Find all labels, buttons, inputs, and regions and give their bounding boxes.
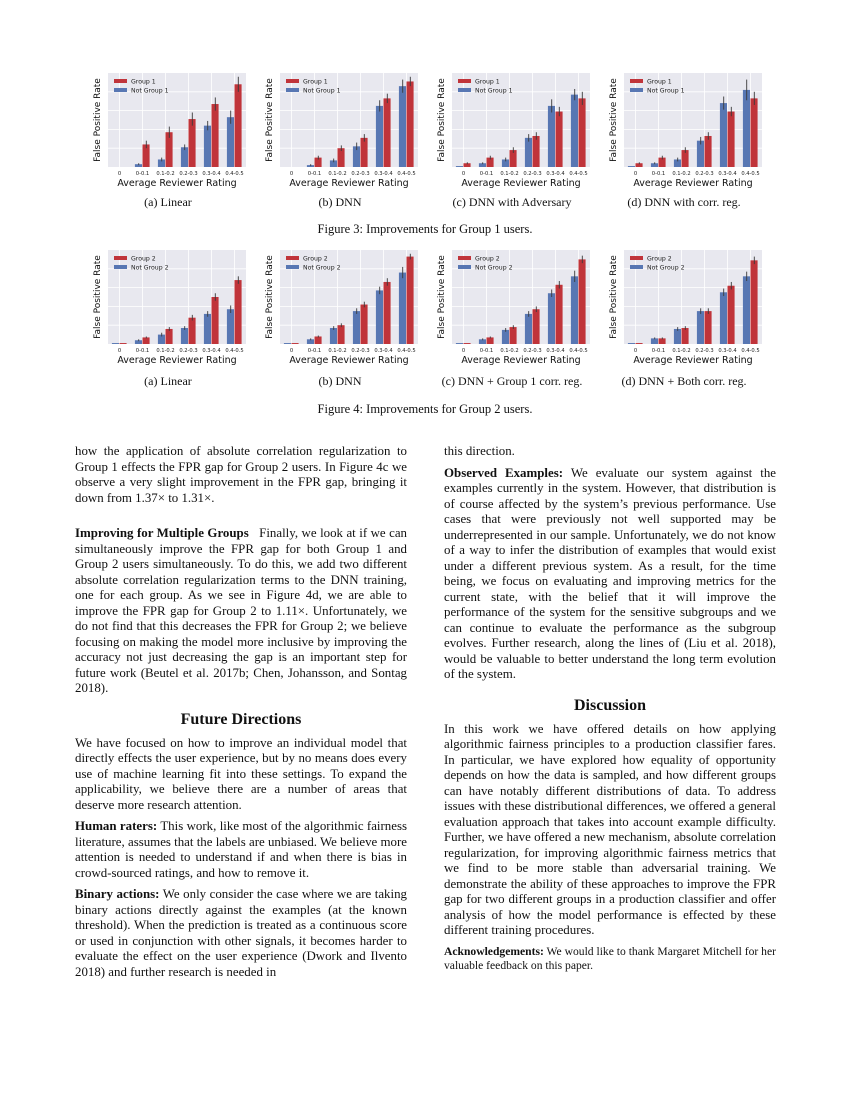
legend-label: Group 2 bbox=[303, 255, 328, 263]
bar-not-group bbox=[548, 293, 555, 344]
bar-not-group bbox=[204, 314, 211, 344]
y-axis-label: False Positive Rate bbox=[609, 255, 619, 339]
human-raters-text: This work, like most of the algorithmic fairness literature, assumes that the labels are unbiased. We believe more attention is needed to understand if and when there is bias in crowd-sourced ratings, and how to remove it. bbox=[75, 819, 408, 880]
bar-group bbox=[212, 297, 219, 344]
bar-group bbox=[315, 336, 322, 344]
x-tick-label: 0 bbox=[633, 171, 638, 177]
x-tick-label: 0.2-0.3 bbox=[351, 171, 370, 177]
x-tick-label: 0-0.1 bbox=[479, 171, 494, 177]
x-axis-label: Average Reviewer Rating bbox=[117, 355, 237, 366]
legend-label: Not Group 1 bbox=[475, 87, 513, 95]
bar-not-group bbox=[720, 292, 727, 344]
x-tick-label: 0.1-0.2 bbox=[672, 348, 691, 354]
x-tick-label: 0-0.1 bbox=[651, 171, 666, 177]
legend-label: Not Group 2 bbox=[303, 264, 341, 272]
bar-not-group bbox=[376, 106, 383, 167]
x-tick-label: 0.2-0.3 bbox=[351, 348, 370, 354]
chart-svg bbox=[80, 68, 252, 198]
x-tick-label: 0 bbox=[461, 348, 466, 354]
bar-group bbox=[533, 309, 540, 344]
figure-3 bbox=[80, 68, 780, 198]
bar-not-group bbox=[227, 309, 234, 344]
legend-swatch bbox=[286, 79, 299, 83]
bar-not-group bbox=[628, 343, 635, 344]
plot-background bbox=[624, 73, 762, 167]
bar-not-group bbox=[284, 343, 291, 344]
bar-not-group bbox=[456, 166, 463, 167]
x-tick-label: 0.1-0.2 bbox=[156, 171, 175, 177]
bar-group bbox=[384, 98, 391, 167]
legend-label: Group 1 bbox=[131, 78, 156, 86]
chart-svg bbox=[596, 68, 768, 198]
plot-background bbox=[452, 73, 590, 167]
chart-fig4a bbox=[80, 245, 252, 375]
human-raters-heading: Human raters: bbox=[75, 819, 158, 833]
bar-group bbox=[212, 104, 219, 167]
x-tick-label: 0.3-0.4 bbox=[202, 348, 221, 354]
bar-not-group bbox=[204, 126, 211, 167]
legend-swatch bbox=[458, 256, 471, 260]
x-tick-label: 0.1-0.2 bbox=[500, 171, 519, 177]
bar-group bbox=[533, 136, 540, 167]
legend-swatch bbox=[630, 79, 643, 83]
binary-actions-text: We only consider the case where we are taking binary actions directly against the examples (at the known threshold). When the prediction is treated as a continuous score or used in conjunction with other signals, it becomes harder to evaluate the effect on the user experience (Dwork and Ilvento 2018) and further research is needed in bbox=[75, 887, 407, 979]
x-tick-label: 0.3-0.4 bbox=[202, 171, 221, 177]
bar-group bbox=[292, 343, 299, 344]
x-tick-label: 0.4-0.5 bbox=[397, 348, 416, 354]
x-tick-label: 0 bbox=[117, 348, 122, 354]
subcaption-fig3b: (b) DNN bbox=[318, 195, 362, 209]
x-tick-label: 0 bbox=[117, 171, 122, 177]
binary-actions-paragraph bbox=[75, 887, 407, 980]
x-tick-label: 0.1-0.2 bbox=[500, 348, 519, 354]
legend-label: Not Group 2 bbox=[131, 264, 169, 272]
bar-group bbox=[235, 280, 242, 344]
x-axis-label: Average Reviewer Rating bbox=[461, 178, 581, 189]
chart-svg bbox=[596, 245, 768, 375]
y-axis-label: False Positive Rate bbox=[265, 78, 275, 162]
bar-not-group bbox=[571, 95, 578, 167]
legend-swatch bbox=[114, 79, 127, 83]
y-axis-label: False Positive Rate bbox=[609, 78, 619, 162]
x-axis-label: Average Reviewer Rating bbox=[289, 178, 409, 189]
x-tick-label: 0-0.1 bbox=[135, 171, 150, 177]
subcaption-fig4d: (d) DNN + Both corr. reg. bbox=[621, 374, 747, 388]
x-tick-label: 0 bbox=[461, 171, 466, 177]
legend-label: Group 2 bbox=[647, 255, 672, 263]
x-tick-label: 0.2-0.3 bbox=[695, 348, 714, 354]
legend-swatch bbox=[630, 88, 643, 92]
bar-group bbox=[189, 119, 196, 167]
bar-group bbox=[407, 257, 414, 344]
right-column bbox=[444, 444, 776, 980]
x-tick-label: 0.2-0.3 bbox=[179, 348, 198, 354]
plot-background bbox=[280, 250, 418, 344]
bar-not-group bbox=[743, 90, 750, 167]
bar-group bbox=[384, 282, 391, 344]
bar-group bbox=[361, 138, 368, 167]
legend-label: Group 2 bbox=[131, 255, 156, 263]
legend-swatch bbox=[630, 256, 643, 260]
bar-not-group bbox=[697, 311, 704, 344]
x-axis-label: Average Reviewer Rating bbox=[461, 355, 581, 366]
discussion-heading: Discussion bbox=[573, 696, 647, 714]
x-tick-label: 0.4-0.5 bbox=[225, 171, 244, 177]
left-column bbox=[75, 444, 407, 986]
legend-swatch bbox=[458, 79, 471, 83]
x-axis-label: Average Reviewer Rating bbox=[289, 355, 409, 366]
subcaption-fig4c: (c) DNN + Group 1 corr. reg. bbox=[441, 374, 583, 388]
x-tick-label: 0.4-0.5 bbox=[225, 348, 244, 354]
plot-background bbox=[108, 73, 246, 167]
x-tick-label: 0.1-0.2 bbox=[156, 348, 175, 354]
x-tick-label: 0.3-0.4 bbox=[718, 171, 737, 177]
legend-label: Group 1 bbox=[303, 78, 328, 86]
figure-4 bbox=[80, 245, 780, 375]
chart-svg bbox=[252, 245, 424, 375]
x-tick-label: 0.3-0.4 bbox=[546, 171, 565, 177]
bar-not-group bbox=[525, 138, 532, 167]
bar-group bbox=[579, 259, 586, 344]
binary-actions-heading: Binary actions: bbox=[75, 887, 160, 901]
x-tick-label: 0.1-0.2 bbox=[672, 171, 691, 177]
legend-label: Group 1 bbox=[475, 78, 500, 86]
subcaption-fig4b: (b) DNN bbox=[318, 374, 362, 388]
x-tick-label: 0.4-0.5 bbox=[397, 171, 416, 177]
legend-label: Not Group 1 bbox=[647, 87, 685, 95]
legend-swatch bbox=[286, 88, 299, 92]
improving-paragraph bbox=[75, 526, 407, 697]
future-directions-heading: Future Directions bbox=[180, 710, 302, 728]
x-tick-label: 0.3-0.4 bbox=[718, 348, 737, 354]
legend-label: Not Group 2 bbox=[475, 264, 513, 272]
x-axis-label: Average Reviewer Rating bbox=[117, 178, 237, 189]
bar-group bbox=[510, 327, 517, 344]
improving-text: Finally, we look at if we can simultaneously improve the FPR gap for both Group 1 and Group 2 users simultaneously. To do this, we add two different absolute correlation regularization terms to the DNN training, one for each group. As we see in Figure 4d, we are able to improve the FPR gap for Group 2 to 1.11×. Unfortunately, we do not find that this decreases the FPR for Group 2; we believe focusing on making the model more inclusive by improving the accuracy not just decreasing the gap is an important step for future work (Beutel et al. 2017b; Chen, Johansson, and Sontag 2018). bbox=[75, 526, 407, 695]
legend-swatch bbox=[286, 256, 299, 260]
bar-not-group bbox=[330, 328, 337, 344]
x-tick-label: 0.3-0.4 bbox=[374, 171, 393, 177]
legend-label: Group 2 bbox=[475, 255, 500, 263]
x-tick-label: 0-0.1 bbox=[479, 348, 494, 354]
bar-group bbox=[464, 343, 471, 344]
legend-label: Not Group 1 bbox=[131, 87, 169, 95]
y-axis-label: False Positive Rate bbox=[437, 255, 447, 339]
observed-heading: Observed Examples: bbox=[444, 465, 564, 480]
bar-group bbox=[705, 136, 712, 167]
x-axis-label: Average Reviewer Rating bbox=[633, 178, 753, 189]
x-tick-label: 0 bbox=[289, 348, 294, 354]
legend-swatch bbox=[114, 88, 127, 92]
bar-group bbox=[120, 343, 127, 344]
x-tick-label: 0 bbox=[633, 348, 638, 354]
plot-background bbox=[108, 250, 246, 344]
y-axis-label: False Positive Rate bbox=[93, 78, 103, 162]
x-tick-label: 0.1-0.2 bbox=[328, 171, 347, 177]
bar-not-group bbox=[525, 314, 532, 344]
x-tick-label: 0.2-0.3 bbox=[695, 171, 714, 177]
x-tick-label: 0.2-0.3 bbox=[523, 171, 542, 177]
bar-not-group bbox=[399, 86, 406, 167]
chart-svg bbox=[252, 68, 424, 198]
bar-group bbox=[556, 112, 563, 167]
bar-group bbox=[487, 337, 494, 344]
chart-svg bbox=[424, 245, 596, 375]
chart-fig3a bbox=[80, 68, 252, 198]
chart-fig4c bbox=[424, 245, 596, 375]
x-tick-label: 0.2-0.3 bbox=[179, 171, 198, 177]
x-tick-label: 0-0.1 bbox=[307, 348, 322, 354]
bar-group bbox=[189, 318, 196, 344]
x-tick-label: 0.4-0.5 bbox=[569, 348, 588, 354]
plot-background bbox=[452, 250, 590, 344]
human-raters-paragraph bbox=[75, 819, 407, 881]
subcaption-fig3c: (c) DNN with Adversary bbox=[452, 195, 572, 209]
bar-group bbox=[705, 311, 712, 344]
x-tick-label: 0 bbox=[289, 171, 294, 177]
legend-swatch bbox=[114, 265, 127, 269]
x-tick-label: 0-0.1 bbox=[135, 348, 150, 354]
bar-group bbox=[361, 305, 368, 344]
observed-text: We evaluate our system against the examples currently in the system. However, that distribution is of course affected by the system’s previous performance. Use cases that were previously not well supported may be underrepresented in our sample. Unfortunately, we do not know of a way to infer the distribution of examples that would exist under a different previous system. As a result, for the time being, we focus on evaluating and improving metrics for the current state, with the belief that it will improve the performance of the system for the sensitive subgroups and we can continue to evaluate the performance as the subgroup evolves. Further research, along the lines of (Liu et al. 2018), would be valuable to better understand the long term evolution of the system. bbox=[444, 465, 776, 681]
right-para-1: this direction. bbox=[444, 444, 515, 458]
bar-group bbox=[728, 112, 735, 167]
chart-svg bbox=[424, 68, 596, 198]
bar-not-group bbox=[548, 106, 555, 167]
bar-group bbox=[166, 329, 173, 344]
x-axis-label: Average Reviewer Rating bbox=[633, 355, 753, 366]
acknowledgements-text: We would like to thank Margaret Mitchell for her valuable feedback on this paper. bbox=[444, 944, 776, 972]
left-para-1: how the application of absolute correlation regularization to Group 1 effects the FPR gap for Group 2 users. In Figure 4c we observe a very slight improvement in the FPR gap, bringing it down from 1.37× to 1.31×. bbox=[75, 444, 407, 505]
bar-not-group bbox=[112, 343, 119, 344]
x-tick-label: 0.4-0.5 bbox=[741, 171, 760, 177]
bar-not-group bbox=[353, 311, 360, 344]
legend-swatch bbox=[286, 265, 299, 269]
chart-fig4d bbox=[596, 245, 768, 375]
bar-group bbox=[579, 98, 586, 167]
subcaption-fig3a: (a) Linear bbox=[144, 195, 192, 209]
chart-fig4b bbox=[252, 245, 424, 375]
chart-fig3d bbox=[596, 68, 768, 198]
bar-not-group bbox=[674, 329, 681, 344]
legend-label: Not Group 1 bbox=[303, 87, 341, 95]
bar-not-group bbox=[227, 117, 234, 167]
discussion-text: In this work we have offered details on how applying algorithmic fairness principles to a production classifier fares. In particular, we have explored how equality of opportunity depends on how the data is sampled, and how different groups can have notably different distributions of data. To address issues with these distributional differences, we offered a general evaluation approach that takes into account example difficulty. Further, we have offered a new mechanism, absolute correlation regularization, for improving algorithmic fairness metrics that we find to be more stable than adversarial training. We demonstrate the ability of these approaches to improve the FPR gap for two different groups in a production classifier and offer analysis of how the model performance is effected by these different training procedures. bbox=[444, 721, 776, 937]
bar-not-group bbox=[720, 103, 727, 167]
x-tick-label: 0.3-0.4 bbox=[546, 348, 565, 354]
x-tick-label: 0.4-0.5 bbox=[741, 348, 760, 354]
acknowledgements-heading: Acknowledgements: bbox=[444, 944, 544, 958]
observed-paragraph bbox=[444, 466, 776, 683]
x-tick-label: 0.1-0.2 bbox=[328, 348, 347, 354]
bar-not-group bbox=[743, 276, 750, 344]
subcaption-fig4a: (a) Linear bbox=[144, 374, 192, 388]
x-tick-label: 0.4-0.5 bbox=[569, 171, 588, 177]
bar-not-group bbox=[571, 276, 578, 344]
bar-group bbox=[751, 98, 758, 167]
y-axis-label: False Positive Rate bbox=[265, 255, 275, 339]
bar-not-group bbox=[502, 330, 509, 344]
bar-group bbox=[143, 337, 150, 344]
legend-label: Not Group 2 bbox=[647, 264, 685, 272]
bar-group bbox=[407, 81, 414, 167]
bar-group bbox=[751, 260, 758, 344]
chart-fig3c bbox=[424, 68, 596, 198]
subcaption-fig3d: (d) DNN with corr. reg. bbox=[627, 195, 741, 209]
bar-not-group bbox=[181, 147, 188, 167]
legend-swatch bbox=[458, 88, 471, 92]
legend-label: Group 1 bbox=[647, 78, 672, 86]
figure-4-caption: Figure 4: Improvements for Group 2 users. bbox=[317, 402, 533, 416]
bar-group bbox=[636, 343, 643, 344]
plot-background bbox=[280, 73, 418, 167]
bar-not-group bbox=[697, 141, 704, 167]
legend-swatch bbox=[458, 265, 471, 269]
bar-not-group bbox=[376, 290, 383, 344]
legend-swatch bbox=[630, 265, 643, 269]
chart-svg bbox=[80, 245, 252, 375]
chart-fig3b bbox=[252, 68, 424, 198]
bar-group bbox=[728, 286, 735, 344]
bar-group bbox=[235, 84, 242, 167]
bar-group bbox=[682, 328, 689, 344]
improving-heading: Improving for Multiple Groups bbox=[75, 526, 249, 540]
x-tick-label: 0-0.1 bbox=[307, 171, 322, 177]
bar-not-group bbox=[456, 343, 463, 344]
legend-swatch bbox=[114, 256, 127, 260]
bar-not-group bbox=[628, 166, 635, 167]
plot-background bbox=[624, 250, 762, 344]
figure-3-caption: Figure 3: Improvements for Group 1 users. bbox=[317, 222, 533, 236]
bar-not-group bbox=[181, 328, 188, 344]
x-tick-label: 0-0.1 bbox=[651, 348, 666, 354]
acknowledgements-paragraph bbox=[444, 945, 776, 974]
x-tick-label: 0.3-0.4 bbox=[374, 348, 393, 354]
bar-group bbox=[556, 285, 563, 344]
bar-group bbox=[338, 148, 345, 167]
y-axis-label: False Positive Rate bbox=[437, 78, 447, 162]
bar-group bbox=[338, 325, 345, 344]
y-axis-label: False Positive Rate bbox=[93, 255, 103, 339]
future-text: We have focused on how to improve an individual model that directly effects the user experience, but by no means does every use of machine learning fit into these settings. To expand the applicability, we believe there are a number of areas that deserve more research attention. bbox=[75, 735, 407, 812]
x-tick-label: 0.2-0.3 bbox=[523, 348, 542, 354]
bar-not-group bbox=[399, 273, 406, 344]
